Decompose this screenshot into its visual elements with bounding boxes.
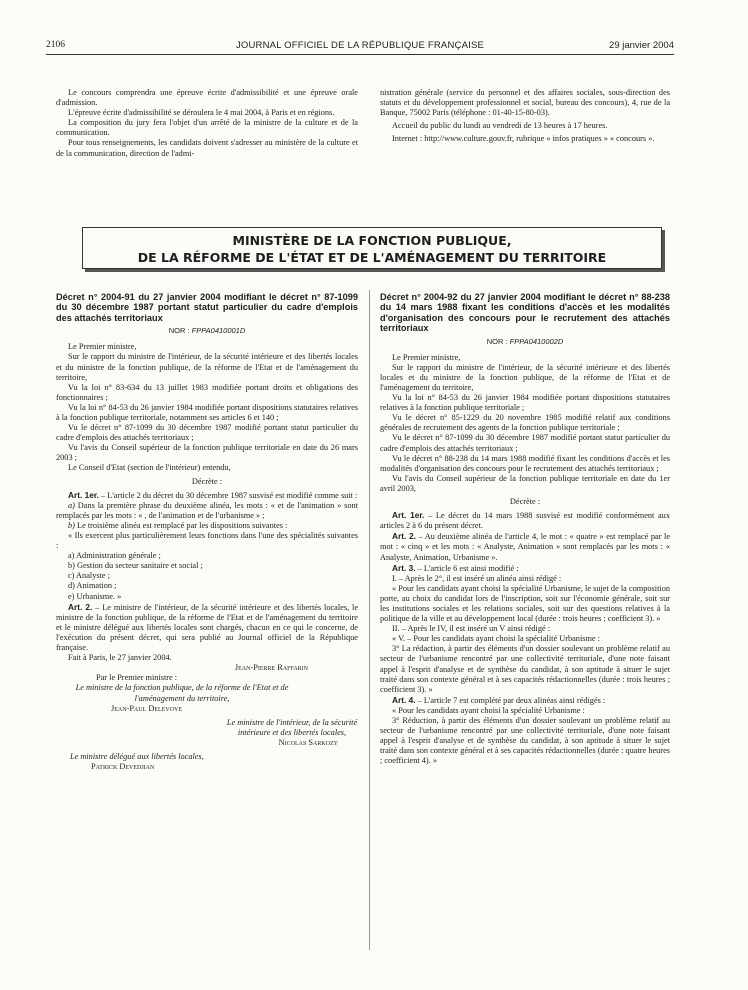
par-le-premier-ministre: Par le Premier ministre : [96,673,178,683]
article-label: Art. 2. [392,531,416,542]
article-3 [380,563,670,574]
article-2 [380,531,670,562]
paragraph: Vu le décret n° 88-238 du 14 mars 1988 modifié fixant les conditions d'accès et les modalités d'organisation des concours pour le recrutement des attachés territoriaux ; [380,453,670,473]
paragraph: Le Premier ministre, [68,342,137,352]
article-text: – Au deuxième alinéa de l'article 4, le mot : « quatre » est remplacé par le mot : « cinq » et les mots : « Analyste, Animation » sont remplacés par les mots : « Analyste, Animation, Urbanisme ». [380,532,671,562]
paragraph: II. – Après le IV, il est inséré un V ainsi rédigé : [392,624,551,634]
issue-date: 29 janvier 2004 [609,40,674,51]
quote: « V. – Pour les candidats ayant choisi la spécialité Urbanisme : [392,634,600,644]
journal-title: JOURNAL OFFICIEL DE LA RÉPUBLIQUE FRANÇAISE [235,40,485,51]
article-label: Art. 2. [68,601,93,612]
decree-left [56,292,358,772]
top-left-column [56,88,358,159]
nor-label: NOR : [168,326,192,336]
paragraph: La composition du jury fera l'objet d'un arrêté de la ministre de la culture et de la communication. [56,118,358,138]
paragraph: Vu l'avis du Conseil supérieur de la fonction publique territoriale en date du 26 mars 2003 ; [56,443,358,463]
decree-right [380,292,670,766]
minister-2-title: Le ministre de l'intérieur, de la sécurité intérieure et des libertés locales, [226,717,358,737]
article-2 [56,602,358,653]
decree-title: Décret n° 2004-92 du 27 janvier 2004 modifiant le décret n° 88-238 du 14 mars 1988 fixant les conditions d'accès et les modalités d'organisation des concours pour le recrutement des attachés territoriaux [380,292,670,334]
nor-code: FPPA0410002D [509,336,564,346]
article-label: Art. 4. [392,694,416,705]
paragraph: Vu le décret n° 85-1229 du 20 novembre 1985 modifié relatif aux conditions générales de recrutement des agents de la fonction publique territoriale ; [380,413,670,433]
ministry-line-1: MINISTÈRE DE LA FONCTION PUBLIQUE, [232,233,512,248]
decree-title: Décret n° 2004-91 du 27 janvier 2004 modifiant le décret n° 87-1099 du 30 décembre 1987 portant statut particulier du cadre d'emplois des attachés territoriaux [56,292,358,323]
paragraph: Vu le décret n° 87-1099 du 30 décembre 1987 modifié portant statut particulier du cadre d'emplois des attachés territoriaux ; [56,423,358,443]
header-rule [46,54,674,55]
item-b [56,521,358,531]
item-text: Le troisième alinéa est remplacé par les dispositions suivantes : [74,520,288,530]
article-label: Art. 1er. [392,510,425,521]
quote: « Ils exercent plus particulièrement leurs fonctions dans l'une des spécialités suivantes : [56,531,358,551]
paragraph: Le Conseil d'Etat (section de l'intérieur) entendu, [68,463,231,473]
list-item: b) Gestion du secteur sanitaire et social ; [68,561,203,571]
item-letter: b) [68,520,75,530]
quote: « Pour les candidats ayant choisi la spécialité Urbanisme, le sujet de la composition porte, au choix du candidat lors de l'inscription, soit sur l'économie générale, soit sur les institutions sociales et les relations sociales, soit sur des questions relatives à la politique de la ville et au développement local (durée : trois heures ; coefficient 3). » [380,583,670,624]
list-item: d) Animation ; [68,581,117,591]
list-item: e) Urbanisme. » [68,591,122,601]
paragraph: Vu la loi n° 84-53 du 26 janvier 1984 modifiée portant dispositions statutaires relatives à la fonction publique territoriale, notamment ses articles 6 et 140 ; [56,402,358,422]
list-item: c) Analyste ; [68,571,110,581]
ministry-line-2: DE LA RÉFORME DE L'ÉTAT ET DE L'AMÉNAGEMENT DU TERRITOIRE [137,250,607,265]
ministry-banner [82,227,662,269]
article-1 [56,490,358,501]
article-text: – L'article 6 est ainsi modifié : [415,563,519,573]
article-text: – L'article 2 du décret du 30 décembre 1987 susvisé est modifié comme suit : [98,490,358,500]
item-a [56,501,358,521]
article-4 [380,695,670,706]
quote: 3° Réduction, à partir des éléments d'un dossier soulevant un problème relatif au secteur de l'urbanisme rencontré par une collectivité territoriale, d'une note faisant appel à l'esprit d'analyse et de synthèse du candidat, à son aptitude à situer le sujet traité dans son contexte général et à ses capacités rédactionnelles (durée : quatre heures ; coefficient 4). » [380,716,670,766]
minister-1-title: Le ministre de la fonction publique, de la réforme de l'Etat et de l'aménagement du territoire, [75,683,289,703]
list-item: a) Administration générale ; [68,551,161,561]
paragraph: L'épreuve écrite d'admissibilité se déroulera le 4 mai 2004, à Paris et en régions. [68,108,335,118]
paragraph: Vu la loi n° 83-634 du 13 juillet 1983 modifiée portant droits et obligations des fonctionnaires ; [56,382,358,402]
paragraph: Vu l'avis du Conseil supérieur de la fonction publique territoriale en date du 1er avril 2003, [380,473,670,493]
paragraph: Sur le rapport du ministre de l'intérieur, de la sécurité intérieure et des libertés locales et du ministre de la fonction publique, de la réforme de l'Etat et de l'aménagement du territoire, [380,362,670,392]
article-text: – L'article 7 est complété par deux alinéas ainsi rédigés : [415,695,606,705]
paragraph: Le Premier ministre, [392,352,461,362]
column-divider [369,290,370,950]
item-text: Dans la première phrase du deuxième alinéa, les mots : « et de l'animation » sont remplacés par les mots : « , de l'animation et de l'urbanisme » ; [56,500,358,520]
article-1 [380,510,670,531]
paragraph: Le concours comprendra une épreuve écrite d'admissibilité et une épreuve orale d'admission. [56,88,358,108]
paragraph: nistration générale (service du personnel et des affaires sociales, sous-direction des statuts et du développement professionnel et social, bureau des concours), 4, rue de la Banque, 75002 Paris (téléphone : 01-40-15-80-03). [380,88,670,118]
item-letter: a) [68,500,75,510]
paragraph: Vu la loi n° 84-53 du 26 janvier 1984 modifiée portant dispositions statutaires relatives à la fonction publique territoriale ; [380,393,670,413]
decrete-label: Décrète : [509,497,541,507]
decrete-label: Décrète : [191,476,223,486]
signature-pm: Jean-Pierre Raffarin [234,663,308,673]
nor-reference [56,326,358,336]
minister-3-name: Patrick Devedjian [91,762,155,772]
paragraph: Vu le décret n° 87-1099 du 30 décembre 1987 modifié portant statut particulier du cadre d'emplois des attachés territoriaux ; [380,433,670,453]
nor-label: NOR : [486,336,510,346]
paragraph: Pour tous renseignements, les candidats doivent s'adresser au ministère de la culture et de la communication, direction de l'admi- [56,138,358,158]
minister-3-title: Le ministre délégué aux libertés locales, [70,751,204,761]
quote: « Pour les candidats ayant choisi la spécialité Urbanisme : [392,705,585,715]
minister-1-name: Jean-Paul Delevoye [111,703,182,713]
nor-reference [380,337,670,347]
top-right-column [380,88,670,144]
article-label: Art. 1er. [68,489,99,500]
nor-code: FPPA0410001D [191,326,246,336]
paragraph: Accueil du public du lundi au vendredi de 13 heures à 17 heures. [392,121,608,131]
page-number: 2106 [46,40,65,50]
minister-2-name: Nicolas Sarkozy [278,737,338,747]
article-text: – Le décret du 14 mars 1988 susvisé est modifié conformément aux articles 2 à 6 du présent décret. [380,511,670,531]
article-text: – Le ministre de l'intérieur, de la sécurité intérieure et des libertés locales, le ministre de la fonction publique, de la réforme de l'Etat et de l'aménagement du territoire et le ministre délégué aux libertés locales sont chargés, chacun en ce qui le concerne, de l'exécution du présent décret, qui sera publié au Journal officiel de la République française. [56,602,358,653]
article-label: Art. 3. [392,562,416,573]
fait-a-paris: Fait à Paris, le 27 janvier 2004. [68,653,172,663]
paragraph: I. – Après le 2°, il est inséré un alinéa ainsi rédigé : [392,573,562,583]
quote: 3° La rédaction, à partir des éléments d'un dossier soulevant un problème relatif au secteur de l'urbanisme rencontré par une collectivité territoriale, d'une note faisant appel à l'esprit d'analyse et de synthèse du candidat, à son aptitude à situer le sujet traité dans son contexte général et à ses capacités rédactionnelles (durée : trois heures ; coefficient 3). » [380,644,670,694]
paragraph: Internet : http://www.culture.gouv.fr, rubrique « infos pratiques » « concours ». [392,134,655,144]
paragraph: Sur le rapport du ministre de l'intérieur, de la sécurité intérieure et des libertés locales et du ministre de la fonction publique, de la réforme de l'Etat et de l'aménagement du territoire, [56,352,358,382]
